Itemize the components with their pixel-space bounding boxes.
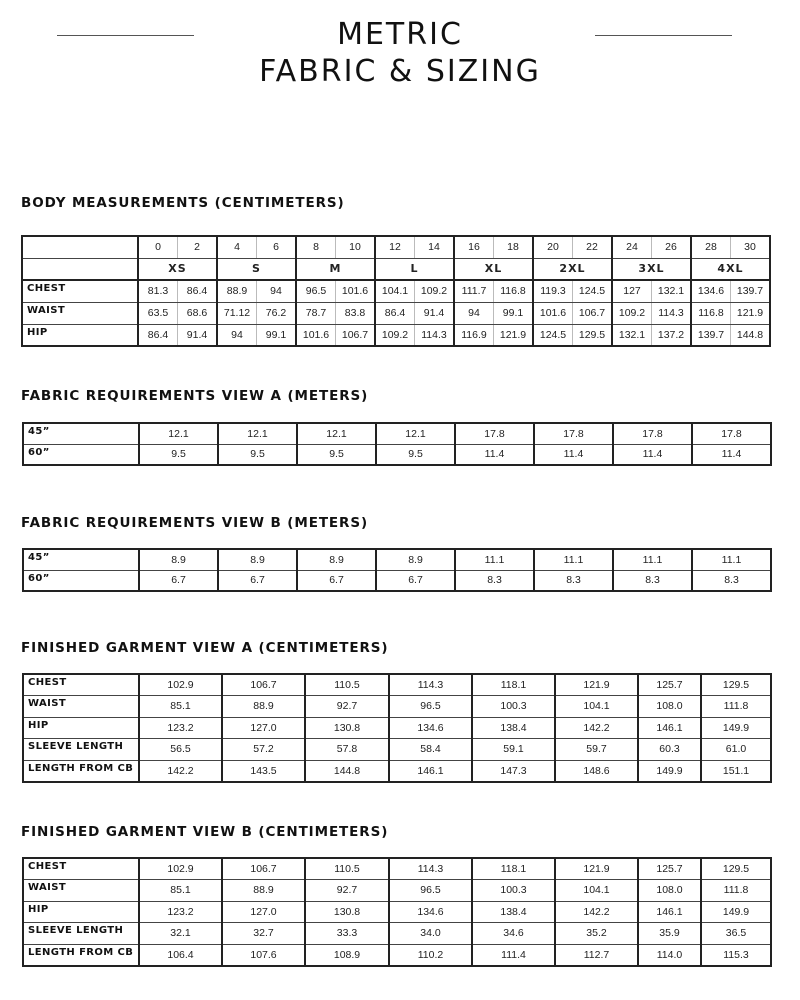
measurement-cell: 91.4	[415, 302, 455, 324]
table-row	[22, 324, 770, 346]
value-cell: 123.2	[139, 901, 222, 923]
value-cell: 8.3	[455, 570, 534, 591]
row-label: LENGTH FROM CB	[23, 944, 139, 966]
measurement-cell: 88.9	[217, 280, 257, 302]
measurement-cell: 114.3	[652, 302, 692, 324]
measurement-cell: 94	[454, 302, 494, 324]
table-row	[23, 944, 771, 966]
letter-size-header: S	[217, 258, 296, 280]
value-cell: 17.8	[455, 423, 534, 444]
value-cell: 147.3	[472, 760, 555, 782]
table-row	[23, 674, 771, 696]
corner-cell	[22, 258, 138, 280]
table-row	[23, 549, 771, 570]
numeric-size-header: 14	[415, 236, 455, 258]
table-row	[23, 717, 771, 739]
row-label: 45”	[23, 423, 139, 444]
value-cell: 9.5	[139, 444, 218, 465]
fabric-view-a-heading: FABRIC REQUIREMENTS VIEW A (METERS)	[21, 388, 369, 404]
value-cell: 123.2	[139, 717, 222, 739]
value-cell: 108.0	[638, 696, 701, 718]
value-cell: 127.0	[222, 901, 305, 923]
measurement-cell: 86.4	[138, 324, 178, 346]
value-cell: 6.7	[297, 570, 376, 591]
value-cell: 88.9	[222, 880, 305, 902]
value-cell: 11.1	[534, 549, 613, 570]
letter-size-header: XS	[138, 258, 217, 280]
measurement-cell: 129.5	[573, 324, 613, 346]
numeric-size-header: 22	[573, 236, 613, 258]
measurement-cell: 109.2	[612, 302, 652, 324]
row-label: HIP	[23, 717, 139, 739]
value-cell: 11.4	[534, 444, 613, 465]
letter-size-header: XL	[454, 258, 533, 280]
value-cell: 146.1	[638, 717, 701, 739]
value-cell: 11.4	[613, 444, 692, 465]
value-cell: 8.9	[297, 549, 376, 570]
value-cell: 100.3	[472, 880, 555, 902]
measurement-cell: 124.5	[533, 324, 573, 346]
value-cell: 146.1	[638, 901, 701, 923]
measurement-cell: 101.6	[296, 324, 336, 346]
value-cell: 115.3	[701, 944, 771, 966]
measurement-cell: 76.2	[257, 302, 297, 324]
measurement-cell: 144.8	[731, 324, 771, 346]
value-cell: 107.6	[222, 944, 305, 966]
numeric-size-header: 0	[138, 236, 178, 258]
fabric-view-b-heading: FABRIC REQUIREMENTS VIEW B (METERS)	[21, 515, 369, 531]
value-cell: 104.1	[555, 696, 638, 718]
measurement-cell: 94	[217, 324, 257, 346]
numeric-size-header: 28	[691, 236, 731, 258]
value-cell: 8.3	[534, 570, 613, 591]
page-title-line-2: FABRIC & SIZING	[259, 54, 541, 89]
table-row	[23, 923, 771, 945]
value-cell: 114.3	[389, 858, 472, 880]
table-row	[23, 901, 771, 923]
measurement-cell: 63.5	[138, 302, 178, 324]
value-cell: 111.8	[701, 696, 771, 718]
measurement-cell: 137.2	[652, 324, 692, 346]
value-cell: 114.0	[638, 944, 701, 966]
measurement-cell: 109.2	[375, 324, 415, 346]
numeric-size-header: 26	[652, 236, 692, 258]
value-cell: 114.3	[389, 674, 472, 696]
value-cell: 9.5	[297, 444, 376, 465]
value-cell: 106.7	[222, 674, 305, 696]
value-cell: 112.7	[555, 944, 638, 966]
row-label: SLEEVE LENGTH	[23, 923, 139, 945]
value-cell: 32.7	[222, 923, 305, 945]
value-cell: 17.8	[534, 423, 613, 444]
value-cell: 61.0	[701, 739, 771, 761]
value-cell: 127.0	[222, 717, 305, 739]
measurement-cell: 139.7	[731, 280, 771, 302]
measurement-cell: 121.9	[731, 302, 771, 324]
table-row	[23, 760, 771, 782]
value-cell: 151.1	[701, 760, 771, 782]
value-cell: 102.9	[139, 858, 222, 880]
row-label: HIP	[23, 901, 139, 923]
value-cell: 129.5	[701, 674, 771, 696]
measurement-cell: 101.6	[336, 280, 376, 302]
measurement-cell: 96.5	[296, 280, 336, 302]
measurement-cell: 109.2	[415, 280, 455, 302]
measurement-cell: 101.6	[533, 302, 573, 324]
measurement-cell: 71.12	[217, 302, 257, 324]
value-cell: 146.1	[389, 760, 472, 782]
fabric-view-b-table	[22, 548, 772, 592]
measurement-cell: 119.3	[533, 280, 573, 302]
value-cell: 35.9	[638, 923, 701, 945]
value-cell: 11.1	[613, 549, 692, 570]
value-cell: 12.1	[376, 423, 455, 444]
row-label: CHEST	[22, 280, 138, 302]
value-cell: 125.7	[638, 674, 701, 696]
numeric-size-header: 10	[336, 236, 376, 258]
garment-view-b-heading: FINISHED GARMENT VIEW B (CENTIMETERS)	[21, 824, 389, 840]
measurement-cell: 106.7	[336, 324, 376, 346]
value-cell: 8.9	[376, 549, 455, 570]
letter-size-header: 2XL	[533, 258, 612, 280]
measurement-cell: 99.1	[257, 324, 297, 346]
value-cell: 92.7	[305, 696, 389, 718]
value-cell: 85.1	[139, 696, 222, 718]
value-cell: 106.4	[139, 944, 222, 966]
corner-cell	[22, 236, 138, 258]
value-cell: 149.9	[701, 717, 771, 739]
value-cell: 142.2	[555, 901, 638, 923]
row-label: SLEEVE LENGTH	[23, 739, 139, 761]
value-cell: 88.9	[222, 696, 305, 718]
fabric-view-a-table	[22, 422, 772, 466]
value-cell: 110.5	[305, 858, 389, 880]
measurement-cell: 86.4	[178, 280, 218, 302]
body-measurements-heading: BODY MEASUREMENTS (CENTIMETERS)	[21, 195, 345, 211]
value-cell: 33.3	[305, 923, 389, 945]
value-cell: 134.6	[389, 717, 472, 739]
value-cell: 148.6	[555, 760, 638, 782]
numeric-size-header: 16	[454, 236, 494, 258]
numeric-size-row	[22, 236, 770, 258]
measurement-cell: 116.8	[494, 280, 534, 302]
garment-view-a-table	[22, 673, 772, 783]
value-cell: 108.0	[638, 880, 701, 902]
letter-size-header: L	[375, 258, 454, 280]
value-cell: 118.1	[472, 674, 555, 696]
table-row	[23, 696, 771, 718]
measurement-cell: 124.5	[573, 280, 613, 302]
measurement-cell: 106.7	[573, 302, 613, 324]
numeric-size-header: 6	[257, 236, 297, 258]
value-cell: 111.4	[472, 944, 555, 966]
row-label: 60”	[23, 570, 139, 591]
measurement-cell: 68.6	[178, 302, 218, 324]
value-cell: 57.8	[305, 739, 389, 761]
value-cell: 85.1	[139, 880, 222, 902]
measurement-cell: 99.1	[494, 302, 534, 324]
letter-size-header: 3XL	[612, 258, 691, 280]
numeric-size-header: 8	[296, 236, 336, 258]
value-cell: 144.8	[305, 760, 389, 782]
row-label: CHEST	[23, 858, 139, 880]
table-row	[23, 570, 771, 591]
value-cell: 110.5	[305, 674, 389, 696]
value-cell: 34.0	[389, 923, 472, 945]
value-cell: 92.7	[305, 880, 389, 902]
measurement-cell: 94	[257, 280, 297, 302]
value-cell: 96.5	[389, 696, 472, 718]
row-label: WAIST	[23, 880, 139, 902]
value-cell: 9.5	[376, 444, 455, 465]
letter-size-row	[22, 258, 770, 280]
value-cell: 60.3	[638, 739, 701, 761]
value-cell: 57.2	[222, 739, 305, 761]
row-label: LENGTH FROM CB	[23, 760, 139, 782]
value-cell: 121.9	[555, 858, 638, 880]
measurement-cell: 83.8	[336, 302, 376, 324]
numeric-size-header: 24	[612, 236, 652, 258]
measurement-cell: 116.8	[691, 302, 731, 324]
value-cell: 59.1	[472, 739, 555, 761]
letter-size-header: 4XL	[691, 258, 770, 280]
value-cell: 121.9	[555, 674, 638, 696]
value-cell: 149.9	[638, 760, 701, 782]
value-cell: 12.1	[139, 423, 218, 444]
value-cell: 35.2	[555, 923, 638, 945]
value-cell: 102.9	[139, 674, 222, 696]
page-title-line-1: METRIC	[337, 17, 463, 52]
garment-view-b-table	[22, 857, 772, 967]
value-cell: 104.1	[555, 880, 638, 902]
value-cell: 36.5	[701, 923, 771, 945]
value-cell: 56.5	[139, 739, 222, 761]
numeric-size-header: 12	[375, 236, 415, 258]
value-cell: 6.7	[376, 570, 455, 591]
measurement-cell: 81.3	[138, 280, 178, 302]
measurement-cell: 116.9	[454, 324, 494, 346]
value-cell: 9.5	[218, 444, 297, 465]
measurement-cell: 132.1	[652, 280, 692, 302]
measurement-cell: 127	[612, 280, 652, 302]
numeric-size-header: 18	[494, 236, 534, 258]
measurement-cell: 104.1	[375, 280, 415, 302]
value-cell: 6.7	[139, 570, 218, 591]
measurement-cell: 86.4	[375, 302, 415, 324]
value-cell: 96.5	[389, 880, 472, 902]
value-cell: 17.8	[613, 423, 692, 444]
measurement-cell: 91.4	[178, 324, 218, 346]
body-measurements-table	[21, 235, 771, 347]
value-cell: 143.5	[222, 760, 305, 782]
table-row	[23, 858, 771, 880]
numeric-size-header: 20	[533, 236, 573, 258]
value-cell: 12.1	[218, 423, 297, 444]
value-cell: 11.4	[692, 444, 771, 465]
table-row	[23, 739, 771, 761]
garment-view-a-heading: FINISHED GARMENT VIEW A (CENTIMETERS)	[21, 640, 389, 656]
value-cell: 17.8	[692, 423, 771, 444]
value-cell: 138.4	[472, 717, 555, 739]
numeric-size-header: 2	[178, 236, 218, 258]
value-cell: 129.5	[701, 858, 771, 880]
value-cell: 110.2	[389, 944, 472, 966]
table-row	[22, 280, 770, 302]
value-cell: 8.9	[218, 549, 297, 570]
row-label: 60”	[23, 444, 139, 465]
value-cell: 130.8	[305, 901, 389, 923]
value-cell: 142.2	[555, 717, 638, 739]
value-cell: 142.2	[139, 760, 222, 782]
numeric-size-header: 30	[731, 236, 771, 258]
value-cell: 111.8	[701, 880, 771, 902]
value-cell: 118.1	[472, 858, 555, 880]
value-cell: 12.1	[297, 423, 376, 444]
value-cell: 58.4	[389, 739, 472, 761]
value-cell: 11.1	[692, 549, 771, 570]
value-cell: 59.7	[555, 739, 638, 761]
measurement-cell: 121.9	[494, 324, 534, 346]
numeric-size-header: 4	[217, 236, 257, 258]
measurement-cell: 111.7	[454, 280, 494, 302]
measurement-cell: 132.1	[612, 324, 652, 346]
measurement-cell: 114.3	[415, 324, 455, 346]
value-cell: 34.6	[472, 923, 555, 945]
letter-size-header: M	[296, 258, 375, 280]
measurement-cell: 139.7	[691, 324, 731, 346]
table-row	[23, 444, 771, 465]
value-cell: 8.3	[613, 570, 692, 591]
value-cell: 8.9	[139, 549, 218, 570]
table-row	[23, 880, 771, 902]
value-cell: 108.9	[305, 944, 389, 966]
value-cell: 11.1	[455, 549, 534, 570]
value-cell: 8.3	[692, 570, 771, 591]
table-row	[22, 302, 770, 324]
measurement-cell: 134.6	[691, 280, 731, 302]
value-cell: 125.7	[638, 858, 701, 880]
row-label: WAIST	[23, 696, 139, 718]
value-cell: 11.4	[455, 444, 534, 465]
value-cell: 138.4	[472, 901, 555, 923]
table-row	[23, 423, 771, 444]
row-label: WAIST	[22, 302, 138, 324]
value-cell: 130.8	[305, 717, 389, 739]
value-cell: 149.9	[701, 901, 771, 923]
row-label: CHEST	[23, 674, 139, 696]
value-cell: 100.3	[472, 696, 555, 718]
value-cell: 32.1	[139, 923, 222, 945]
value-cell: 134.6	[389, 901, 472, 923]
value-cell: 6.7	[218, 570, 297, 591]
row-label: HIP	[22, 324, 138, 346]
row-label: 45”	[23, 549, 139, 570]
value-cell: 106.7	[222, 858, 305, 880]
measurement-cell: 78.7	[296, 302, 336, 324]
